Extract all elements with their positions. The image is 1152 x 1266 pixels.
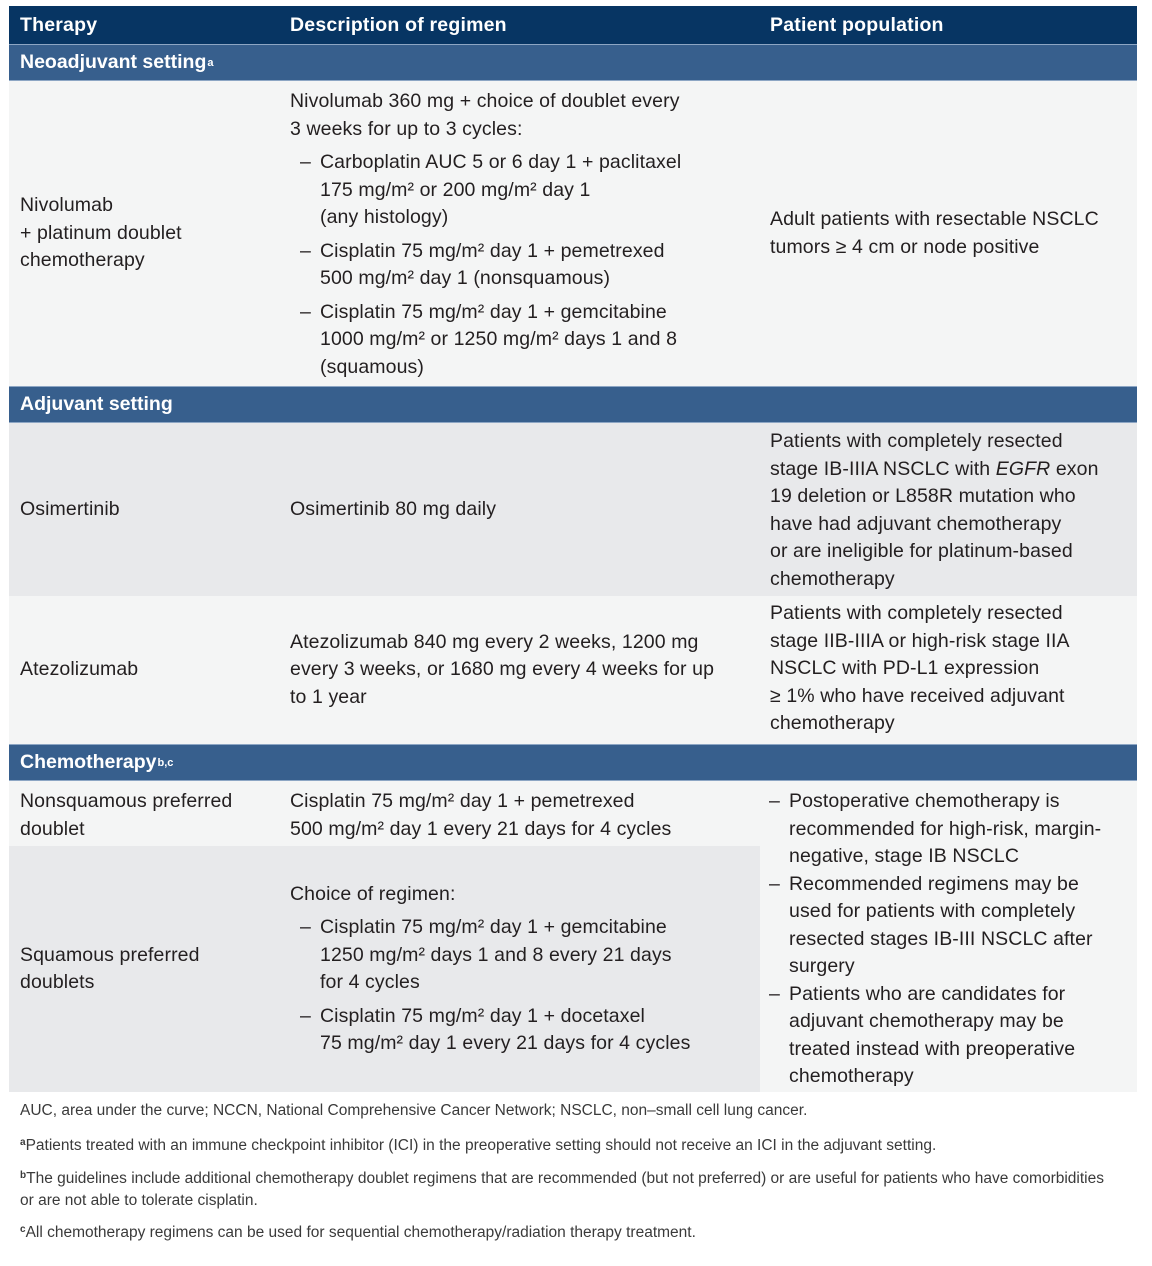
option-line: 175 mg/m² or 200 mg/m² day 1 — [320, 178, 591, 201]
footnote-b — [20, 1165, 1130, 1212]
section-adjuvant — [9, 386, 1137, 423]
note-line: negative, stage IB NSCLC — [789, 845, 1020, 867]
header-description: Description of regimen — [290, 13, 507, 36]
regimen-line: to 1 year — [290, 685, 367, 708]
population-line: 19 deletion or L858R mutation who — [770, 485, 1076, 507]
section-title: Adjuvant setting — [20, 393, 173, 415]
header-therapy: Therapy — [20, 13, 98, 36]
option-line: 75 mg/m² day 1 every 21 days for 4 cycles — [320, 1032, 691, 1054]
population-notes — [760, 788, 1137, 1091]
table-row-atezolizumab — [9, 596, 1137, 744]
regimen-line: every 3 weeks, or 1680 mg every 4 weeks for up — [290, 658, 715, 681]
footnote-mark: b — [20, 1170, 27, 1181]
note-line: adjuvant chemotherapy may be — [789, 1010, 1064, 1032]
population-note — [760, 871, 1137, 981]
footnote-a — [20, 1132, 1130, 1157]
note-line: recommended for high-risk, margin- — [789, 817, 1102, 840]
footnote-mark: a — [20, 1137, 26, 1148]
regimen-cell — [280, 81, 760, 386]
option-line: 1250 mg/m² days 1 and 8 every 21 days — [320, 943, 672, 966]
population-line: or are ineligible for platinum-based — [770, 540, 1073, 562]
footnote-ref-a: a — [207, 56, 214, 69]
option-line: – Cisplatin 75 mg/m² day 1 + gemcitabine — [320, 916, 667, 938]
header-population: Patient population — [770, 13, 944, 36]
table-row-nonsquamous — [9, 781, 760, 846]
therapy-cell — [9, 81, 280, 386]
population-cell — [760, 81, 1137, 386]
population-text: exon — [1050, 457, 1099, 480]
population-line: Adult patients with resectable NSCLC — [770, 208, 1099, 230]
therapy-line: Squamous preferred — [20, 943, 200, 966]
regimen-intro: 3 weeks for up to 3 cycles: — [290, 117, 523, 140]
population-note — [760, 788, 1137, 871]
therapy-cell — [9, 781, 280, 846]
population-line: have had adjuvant chemotherapy — [770, 512, 1062, 535]
table-row-nivolumab — [9, 81, 1137, 386]
section-neoadjuvant — [9, 44, 1137, 81]
option-line: (squamous) — [320, 355, 424, 378]
note-line: surgery — [789, 955, 855, 977]
therapy-line: + platinum doublet — [20, 221, 182, 244]
note-line: chemotherapy — [789, 1065, 914, 1087]
therapy-cell: Osimertinib — [20, 497, 120, 520]
note-line: treated instead with preoperative — [789, 1037, 1076, 1060]
therapy-cell — [9, 846, 280, 1092]
regimen-line: Cisplatin 75 mg/m² day 1 + pemetrexed — [290, 790, 635, 812]
footnote-text: All chemotherapy regimens can be used for sequential chemotherapy/radiation therapy treatment. — [25, 1224, 696, 1241]
regimen-option — [290, 149, 760, 232]
regimen-table — [9, 6, 1137, 1092]
gene-name: EGFR — [995, 457, 1051, 480]
option-line: 1000 mg/m² or 1250 mg/m² days 1 and 8 — [320, 328, 678, 350]
chemo-block — [9, 781, 1137, 1092]
note-line: resected stages IB-III NSCLC after — [789, 927, 1093, 950]
section-title: Neoadjuvant setting — [20, 51, 207, 73]
table-header — [9, 6, 1137, 44]
table-row-osimertinib — [9, 423, 1137, 596]
therapy-line: Nonsquamous preferred — [20, 790, 233, 812]
regimen-cell — [280, 596, 760, 744]
note-line: – Patients who are candidates for — [789, 982, 1066, 1005]
population-cell — [760, 596, 1137, 744]
option-line: – Cisplatin 75 mg/m² day 1 + docetaxel — [320, 1004, 645, 1027]
regimen-cell: Osimertinib 80 mg daily — [290, 497, 497, 520]
therapy-line: chemotherapy — [20, 249, 145, 272]
option-line: (any histology) — [320, 206, 449, 228]
therapy-line: doublets — [20, 971, 95, 993]
regimen-options — [290, 914, 690, 1058]
regimen-cell — [280, 846, 760, 1092]
therapy-line: Nivolumab — [20, 194, 114, 217]
option-line: 500 mg/m² day 1 (nonsquamous) — [320, 267, 611, 289]
note-line: used for patients with completely — [789, 900, 1076, 922]
regimen-cell — [280, 781, 760, 846]
note-line: – Postoperative chemotherapy is — [789, 790, 1060, 812]
chemo-population-cell — [760, 781, 1137, 1092]
footnote-text: or are not able to tolerate cisplatin. — [20, 1192, 258, 1209]
population-text: stage IB-IIIA NSCLC with — [770, 457, 996, 480]
chemo-rows — [9, 781, 760, 1092]
regimen-option — [290, 238, 760, 293]
regimen-option — [290, 914, 690, 997]
population-cell — [760, 423, 1137, 596]
regimen-line: Atezolizumab 840 mg every 2 weeks, 1200 mg — [290, 630, 699, 653]
footnote-abbreviations: AUC, area under the curve; NCCN, National Comprehensive Cancer Network; NSCLC, non–small cell lung cancer. — [20, 1102, 808, 1119]
population-line — [770, 456, 1137, 484]
population-line: ≥ 1% who have received adjuvant — [770, 684, 1065, 707]
population-line: stage IIB-IIIA or high-risk stage IIA — [770, 629, 1070, 652]
population-line: chemotherapy — [770, 712, 895, 734]
note-line: – Recommended regimens may be — [789, 872, 1079, 895]
regimen-intro: Choice of regimen: — [290, 882, 456, 905]
footnote-text: The guidelines include additional chemotherapy doublet regimens that are recommended (but not preferred) or are useful for patients who have comorbidities — [26, 1170, 1104, 1187]
table-row-squamous — [9, 846, 760, 1092]
option-line: – Cisplatin 75 mg/m² day 1 + pemetrexed — [320, 239, 665, 262]
regimen-option — [290, 1003, 690, 1058]
regimen-option — [290, 299, 760, 382]
population-line: chemotherapy — [770, 567, 895, 590]
section-chemotherapy — [9, 744, 1137, 781]
population-line: tumors ≥ 4 cm or node positive — [770, 235, 1040, 258]
option-line: for 4 cycles — [320, 971, 420, 993]
population-line: NSCLC with PD-L1 expression — [770, 657, 1040, 679]
footnote-mark: c — [20, 1224, 26, 1235]
footnote-text: Patients treated with an immune checkpoint inhibitor (ICI) in the preoperative setting should not receive an ICI in the adjuvant setting. — [25, 1137, 937, 1154]
therapy-line: doublet — [20, 817, 85, 840]
footnote-ref-bc: b,c — [157, 756, 174, 769]
footnote-c — [20, 1219, 1130, 1244]
regimen-line: 500 mg/m² day 1 every 21 days for 4 cycles — [290, 817, 672, 840]
population-line: Patients with completely resected — [770, 602, 1063, 624]
therapy-cell: Atezolizumab — [20, 658, 139, 681]
section-title: Chemotherapy — [20, 751, 157, 773]
regimen-options — [290, 149, 760, 381]
regimen-intro: Nivolumab 360 mg + choice of doublet every — [290, 90, 680, 112]
population-note — [760, 981, 1137, 1091]
option-line: – Cisplatin 75 mg/m² day 1 + gemcitabine — [320, 300, 667, 323]
option-line: – Carboplatin AUC 5 or 6 day 1 + paclitaxel — [320, 151, 682, 173]
population-line: Patients with completely resected — [770, 430, 1063, 452]
